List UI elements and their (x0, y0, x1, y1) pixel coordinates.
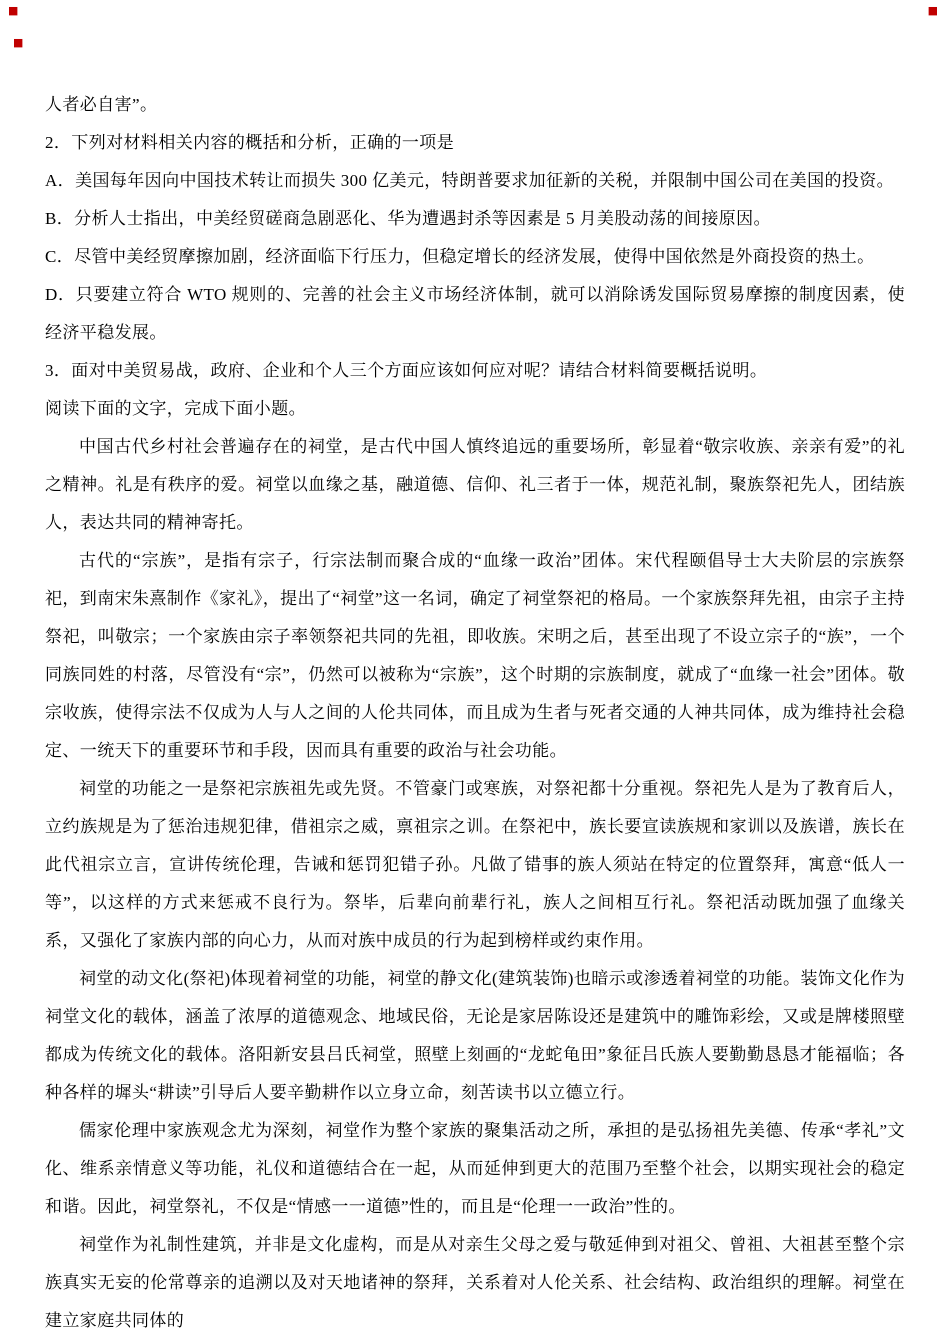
red-annotation-mark-top-left: ■ (8, 4, 19, 17)
passage-paragraph-4: 祠堂的动文化(祭祀)体现着祠堂的功能，祠堂的静文化(建筑装饰)也暗示或渗透着祠堂的功能。装饰文化作为祠堂文化的载体，涵盖了浓厚的道德观念、地域民俗，无论是家居陈设还是建筑中的雕饰彩绘，又或是牌楼照壁都成为传统文化的载体。洛阳新安县吕氏祠堂，照壁上刻画的“龙蛇龟田”象征吕氏族人要勤勤恳恳才能福临；各种各样的墀头“耕读”引导后人要辛勤耕作以立身立命，刻苦读书以立德立行。 (45, 969, 905, 1102)
continuation-line: 人者必自害”。 (45, 95, 158, 114)
question-2-option-c: C．尽管中美经贸摩擦加剧，经济面临下行压力，但稳定增长的经济发展，使得中国依然是外商投资的热土。 (45, 247, 875, 266)
question-2-stem: 2．下列对材料相关内容的概括和分析，正确的一项是 (45, 133, 455, 152)
red-annotation-mark-left: ■ (13, 36, 24, 49)
passage-paragraph-1: 中国古代乡村社会普遍存在的祠堂，是古代中国人慎终追远的重要场所，彰显着“敬宗收族、亲亲有爱”的礼之精神。礼是有秩序的爱。祠堂以血缘之基，融道德、信仰、礼三者于一体，规范礼制，聚族祭祀先人，团结族人，表达共同的精神寄托。 (45, 437, 905, 532)
passage-paragraph-5: 儒家伦理中家族观念尤为深刻，祠堂作为整个家族的聚集活动之所，承担的是弘扬祖先美德、传承“孝礼”文化、维系亲情意义等功能，礼仪和道德结合在一起，从而延伸到更大的范围乃至整个社会，以期实现社会的稳定和谐。因此，祠堂祭礼，不仅是“情感一一道德”性的，而且是“伦理一一政治”性的。 (45, 1121, 905, 1216)
reading-instruction: 阅读下面的文字，完成下面小题。 (45, 399, 306, 418)
question-2-option-b: B．分析人士指出，中美经贸磋商急剧恶化、华为遭遇封杀等因素是 5 月美股动荡的间接原因。 (45, 209, 771, 228)
passage-paragraph-3: 祠堂的功能之一是祭祀宗族祖先或先贤。不管豪门或寒族，对祭祀都十分重视。祭祀先人是为了教育后人，立约族规是为了惩治违规犯律，借祖宗之威，禀祖宗之训。在祭祀中，族长要宣读族规和家训以及族谱，族长在此代祖宗立言，宣讲传统伦理，告诫和惩罚犯错子孙。凡做了错事的族人须站在特定的位置祭拜，寓意“低人一等”，以这样的方式来惩戒不良行为。祭毕，后辈向前辈行礼，族人之间相互行礼。祭祀活动既加强了血缘关系，又强化了家族内部的向心力，从而对族中成员的行为起到榜样或约束作用。 (45, 779, 905, 950)
passage-paragraph-6: 祠堂作为礼制性建筑，并非是文化虚构，而是从对亲生父母之爱与敬延伸到对祖父、曾祖、大祖甚至整个宗族真实无妄的伦常尊亲的追溯以及对天地诸神的祭拜，关系着对人伦关系、社会结构、政治组织的理解。祠堂在建立家庭共同体的 (45, 1235, 905, 1330)
red-annotation-mark-top-right: ■ (927, 4, 938, 17)
exam-document-page (45, 86, 905, 1340)
question-3-stem: 3．面对中美贸易战，政府、企业和个人三个方面应该如何应对呢？请结合材料简要概括说明。 (45, 361, 768, 380)
passage-paragraph-2: 古代的“宗族”，是指有宗子，行宗法制而聚合成的“血缘一政治”团体。宋代程颐倡导士大夫阶层的宗族祭祀，到南宋朱熹制作《家礼》，提出了“祠堂”这一名词，确定了祠堂祭祀的格局。一个家族祭拜先祖，由宗子主持祭祀，叫敬宗；一个家族由宗子率领祭祀共同的先祖，即收族。宋明之后，甚至出现了不设立宗子的“族”，一个同族同姓的村落，尽管没有“宗”，仍然可以被称为“宗族”，这个时期的宗族制度，就成了“血缘一社会”团体。敬宗收族，使得宗法不仅成为人与人之间的人伦共同体，而且成为生者与死者交通的人神共同体，成为维持社会稳定、一统天下的重要环节和手段，因而具有重要的政治与社会功能。 (45, 551, 905, 760)
question-2-option-d: D．只要建立符合 WTO 规则的、完善的社会主义市场经济体制，就可以消除诱发国际贸易摩擦的制度因素，使经济平稳发展。 (45, 285, 905, 342)
question-2-option-a: A．美国每年因向中国技术转让而损失 300 亿美元，特朗普要求加征新的关税，并限制中国公司在美国的投资。 (45, 171, 895, 190)
